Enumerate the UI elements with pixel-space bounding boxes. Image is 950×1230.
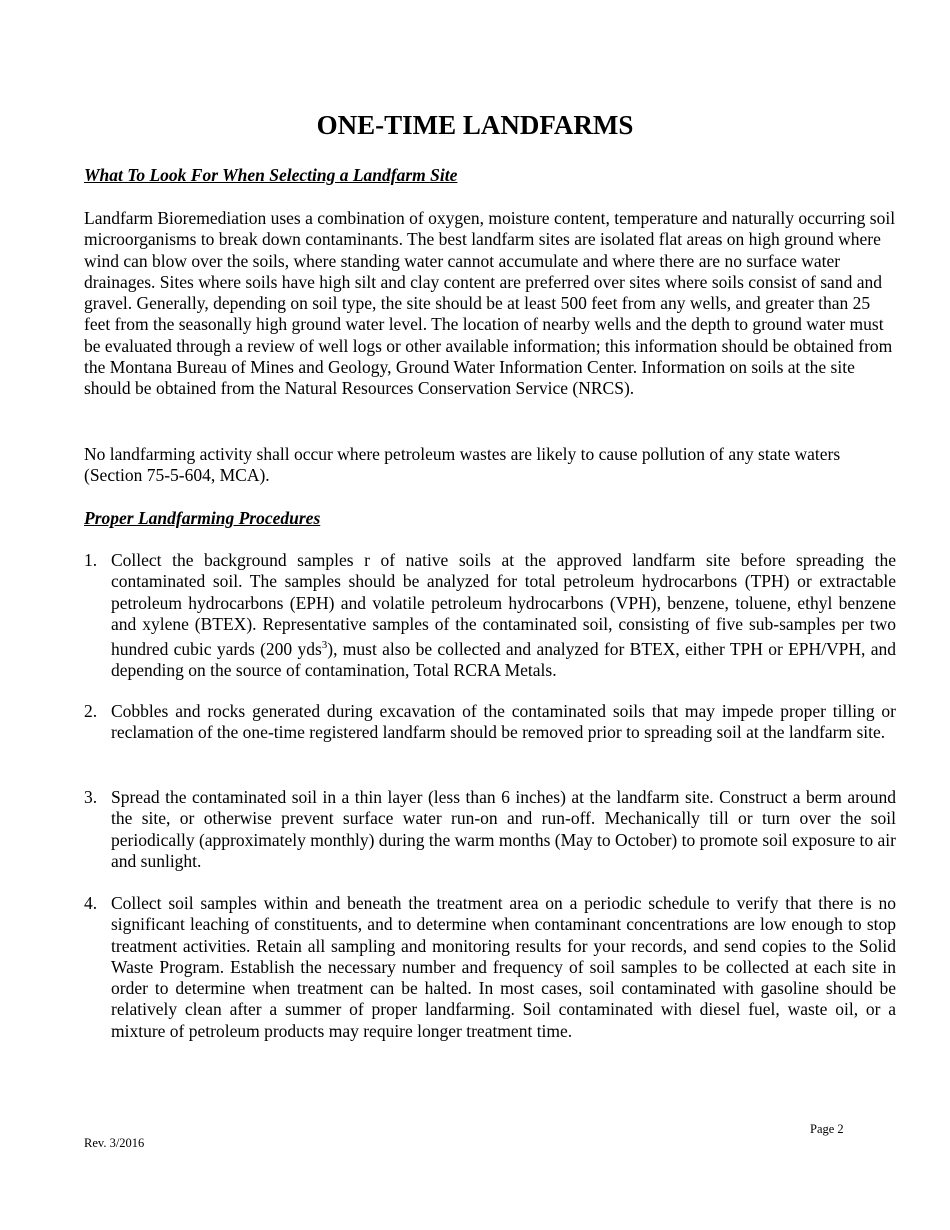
list-item-number: 1. — [84, 550, 98, 570]
list-item — [84, 550, 896, 682]
list-item-number: 2. — [84, 701, 98, 721]
section-heading-site-selection: What To Look For When Selecting a Landfarm Site — [84, 165, 458, 185]
page-title: ONE-TIME LANDFARMS — [316, 110, 634, 140]
site-selection-paragraph: Landfarm Bioremediation uses a combination of oxygen, moisture content, temperature and naturally occurring soil microorganisms to break down contaminants. The best landfarm sites are isolated flat areas on high ground where wind can blow over the soils, where standing water cannot accumulate and where there are no surface water drainages. Sites where soils have high silt and clay content are preferred over sites where soils consist of sand and gravel. Generally, depending on soil type, the site should be at least 500 feet from any wells, and greater than 25 feet from the seasonally high ground water level. The location of nearby wells and the depth to ground water must be evaluated through a review of well logs or other available information; this information should be obtained from the Montana Bureau of Mines and Geology, Ground Water Information Center. Information on soils at the site should be obtained from the Natural Resources Conservation Service (NRCS). — [84, 208, 896, 399]
list-item-text: Collect the background samples r of native soils at the approved landfarm site before spreading the contaminated soil. The samples should be analyzed for total petroleum hydrocarbons (TPH) or extractable petroleum hydrocarbons (EPH) and volatile petroleum hydrocarbons (VPH), benzene, toluene, ethyl benzene and xylene (BTEX). Representative samples of the contaminated soil, consisting of five sub-samples per two hundred cubic yards (200 yds$^3$), must also be collected and analyzed for BTEX, either TPH or EPH/VPH, and depending on the source of contamination, Total RCRA Metals. — [111, 550, 896, 681]
superscript-3: 3 — [321, 639, 328, 652]
list-item-text: Cobbles and rocks generated during excavation of the contaminated soils that may impede proper tilling or reclamation of the one-time registered landfarm should be removed prior to spreading soil at the landfarm site. — [111, 701, 896, 743]
page-number: Page 2 — [810, 1122, 844, 1136]
list-item-text: Spread the contaminated soil in a thin layer (less than 6 inches) at the landfarm site. Construct a berm around the site, or otherwise prevent surface water run-on and run-off. Mechanically till or turn over the soil periodically (approximately monthly) during the warm months (May to October) to promote soil exposure to air and sunlight. — [111, 787, 896, 871]
list-item-number: 4. — [84, 893, 98, 913]
pollution-paragraph: No landfarming activity shall occur where petroleum wastes are likely to cause pollution of any state waters (Section 75-5-604, MCA). — [84, 444, 841, 486]
list-item-text: Collect soil samples within and beneath the treatment area on a periodic schedule to verify that there is no significant leaching of constituents, and to determine when contaminant concentrations are low enough to stop treatment activities. Retain all sampling and monitoring results for your records, and send copies to the Solid Waste Program. Establish the necessary number and frequency of soil samples to be collected at each site in order to determine when treatment can be halted. In most cases, soil contaminated with gasoline should be relatively clean after a summer of proper landfarming. Soil contaminated with diesel fuel, waste oil, or a mixture of petroleum products may require longer treatment time. — [111, 893, 896, 1041]
list-item — [84, 701, 896, 744]
list-item — [84, 893, 896, 1042]
list-item-number: 3. — [84, 787, 98, 807]
section-heading-procedures: Proper Landfarming Procedures — [84, 508, 321, 528]
list-item — [84, 787, 896, 872]
revision-date: Rev. 3/2016 — [84, 1136, 145, 1150]
